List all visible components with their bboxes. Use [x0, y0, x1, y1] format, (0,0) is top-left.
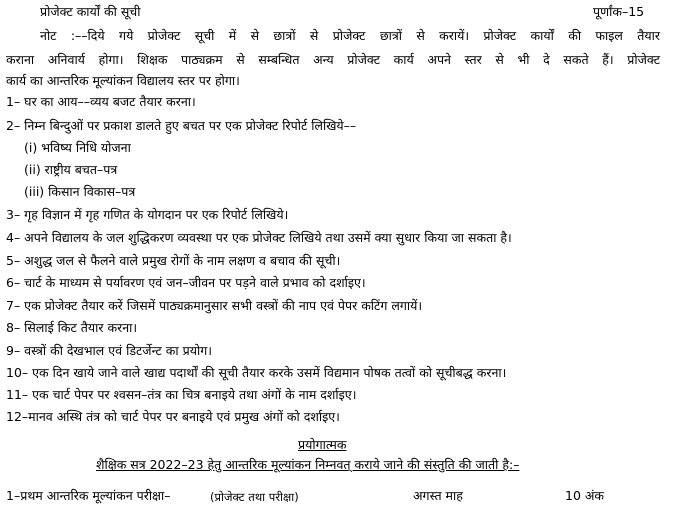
list-item-1: 1– घर का आय––व्यय बजट तैयार करना। — [6, 94, 196, 109]
list-item-4: 4– अपने विद्यालय के जल शुद्धिकरण व्यवस्था पर एक प्रोजेक्ट लिखिये तथा उसमें क्या सुधार किया जा सकता है। — [6, 230, 512, 245]
list-item-10: 10– एक दिन खाये जाने वाले खाद्य पदार्थों की सूची तैयार करके उसमें विद्यमान पोषक तत्वों को सूचीबद्ध करना। — [6, 365, 507, 380]
total-marks: पूर्णांक–15 — [593, 4, 645, 19]
exam-row-1-type: (प्रोजेक्ट तथा परीक्षा) — [210, 490, 299, 504]
note-line-3: कार्य का आन्तरिक मूल्यांकन विद्यालय स्तर पर होगा। — [6, 73, 240, 88]
page-title: प्रोजेक्ट कार्यों की सूची — [40, 4, 141, 19]
list-item-5: 5– अशुद्ध जल से फैलने वाले प्रमुख रोगों के नाम लक्षण व बचाव की सूची। — [6, 253, 341, 268]
note-line-1: नोट :––दिये गये प्रोजेक्ट सूची में से छात्रों से प्रोजेक्ट छात्रों से करायें। प्रोजेक्ट कार्यों की फाइल तैयार — [40, 28, 660, 43]
list-item-3: 3– गृह विज्ञान में गृह गणित के योगदान पर एक रिपोर्ट लिखिये। — [6, 207, 289, 222]
list-item-9: 9– वस्त्रों की देखभाल एवं डिटर्जेन्ट का प्रयोग। — [6, 343, 212, 358]
practical-heading: प्रयोगात्मक — [298, 437, 347, 452]
exam-row-1-marks: 10 अंक — [565, 488, 605, 503]
list-item-12: 12–मानव अस्थि तंत्र को चार्ट पेपर पर बनाइये एवं प्रमुख अंगों को दर्शाइए। — [6, 409, 340, 424]
practical-subheading: शैक्षिक सत्र 2022–23 हेतु आन्तरिक मूल्यांकन निम्नवत् कराये जाने की संस्तुति की जाती है:– — [96, 457, 520, 472]
list-item-8: 8– सिलाई किट तैयार करना। — [6, 320, 138, 335]
list-item-2: 2– निम्न बिन्दुओं पर प्रकाश डालते हुए बचत पर एक प्रोजेक्ट रिपोर्ट लिखिये–– — [6, 118, 357, 133]
list-item-6: 6– चार्ट के माध्यम से पर्यावरण एवं जन–जीवन पर पड़ने वाले प्रभाव को दर्शाइए। — [6, 275, 366, 290]
list-subitem-i: (i) भविष्य निधि योजना — [24, 140, 131, 155]
list-item-11: 11– एक चार्ट पेपर पर श्वसन–तंत्र का चित्र बनाइये तथा अंगों के नाम दर्शाइए। — [6, 387, 357, 402]
list-subitem-ii: (ii) राष्ट्रीय बचत–पत्र — [24, 162, 118, 177]
list-item-7: 7– एक प्रोजेक्ट तैयार करें जिसमें पाठ्यक्रमानुसार सभी वस्त्रों की नाप एवं पेपर कटिंग लगायें। — [6, 298, 423, 313]
exam-row-1-month: अगस्त माह — [413, 488, 463, 503]
note-line-2: कराना अनिवार्य होगा। शिक्षक पाठ्यक्रम से सम्बन्धित अन्य प्रोजेक्ट कार्य अपने स्तर से भी दे सकते हैं। प्रोजेक्ट — [6, 52, 660, 67]
exam-row-1-name: 1–प्रथम आन्तरिक मूल्यांकन परीक्षा– — [6, 488, 171, 503]
list-subitem-iii: (iii) किसान विकास–पत्र — [24, 184, 136, 199]
